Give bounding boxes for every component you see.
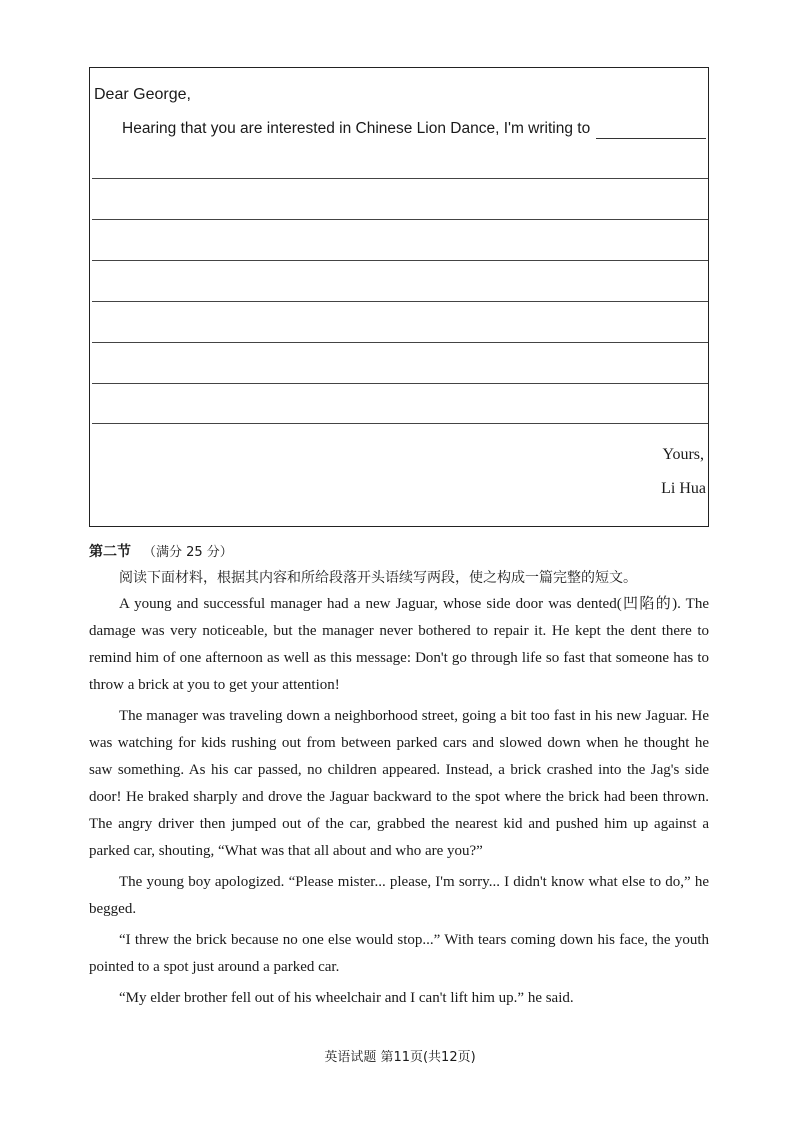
writing-line[interactable]: [92, 301, 708, 302]
passage-paragraph: The young boy apologized. “Please mister... please, I'm sorry... I didn't know what else to do,” he begged.: [89, 874, 709, 917]
letter-salutation: Dear George,: [94, 86, 191, 103]
passage-paragraph: The manager was traveling down a neighborhood street, going a bit too fast in his new Jaguar. He was watching for kids rushing out from between parked cars and slowed down when he thought he saw something. As his car passed, no children appeared. Instead, a brick crashed into the Jag's side door! He braked sharply and drove the Jaguar backward to the spot where the brick had been thrown. The angry driver then jumped out of the car, grabbed the nearest kid and pushed him up against a parked car, shouting, “What was that all about and who are you?”: [89, 708, 709, 859]
writing-line[interactable]: [92, 260, 708, 261]
writing-box: [89, 67, 709, 527]
opening-blank-line[interactable]: [596, 138, 706, 139]
writing-line[interactable]: [92, 178, 708, 179]
section-2: [89, 541, 709, 1012]
writing-line[interactable]: [92, 219, 708, 220]
page-footer: 英语试题 第11页(共12页): [324, 1050, 476, 1065]
passage-paragraph: “My elder brother fell out of his wheelchair and I can't lift him up.” he said.: [119, 990, 574, 1006]
letter-closing: Yours,: [662, 446, 704, 463]
writing-line[interactable]: [92, 423, 708, 424]
section-heading: [89, 541, 709, 561]
section-title: 第二节: [89, 544, 131, 560]
section-score: （满分 25 分）: [143, 545, 233, 560]
writing-line[interactable]: [92, 383, 708, 384]
section-instruction: 阅读下面材料，根据其内容和所给段落开头语续写两段，使之构成一篇完整的短文。: [119, 570, 637, 586]
passage-paragraph: A young and successful manager had a new Jaguar, whose side door was dented(凹陷的). The damage was very noticeable, but the manager never bothered to repair it. He kept the dent there to remind him of one afternoon as well as this message: Don't go through life so fast that someone has to throw a brick at you to get your attention!: [89, 596, 709, 693]
letter-opening-line: Hearing that you are interested in Chinese Lion Dance, I'm writing to: [122, 120, 591, 137]
writing-line[interactable]: [92, 342, 708, 343]
letter-signature: Li Hua: [661, 480, 706, 497]
passage-paragraph: “I threw the brick because no one else would stop...” With tears coming down his face, the youth pointed to a spot just around a parked car.: [89, 932, 709, 975]
